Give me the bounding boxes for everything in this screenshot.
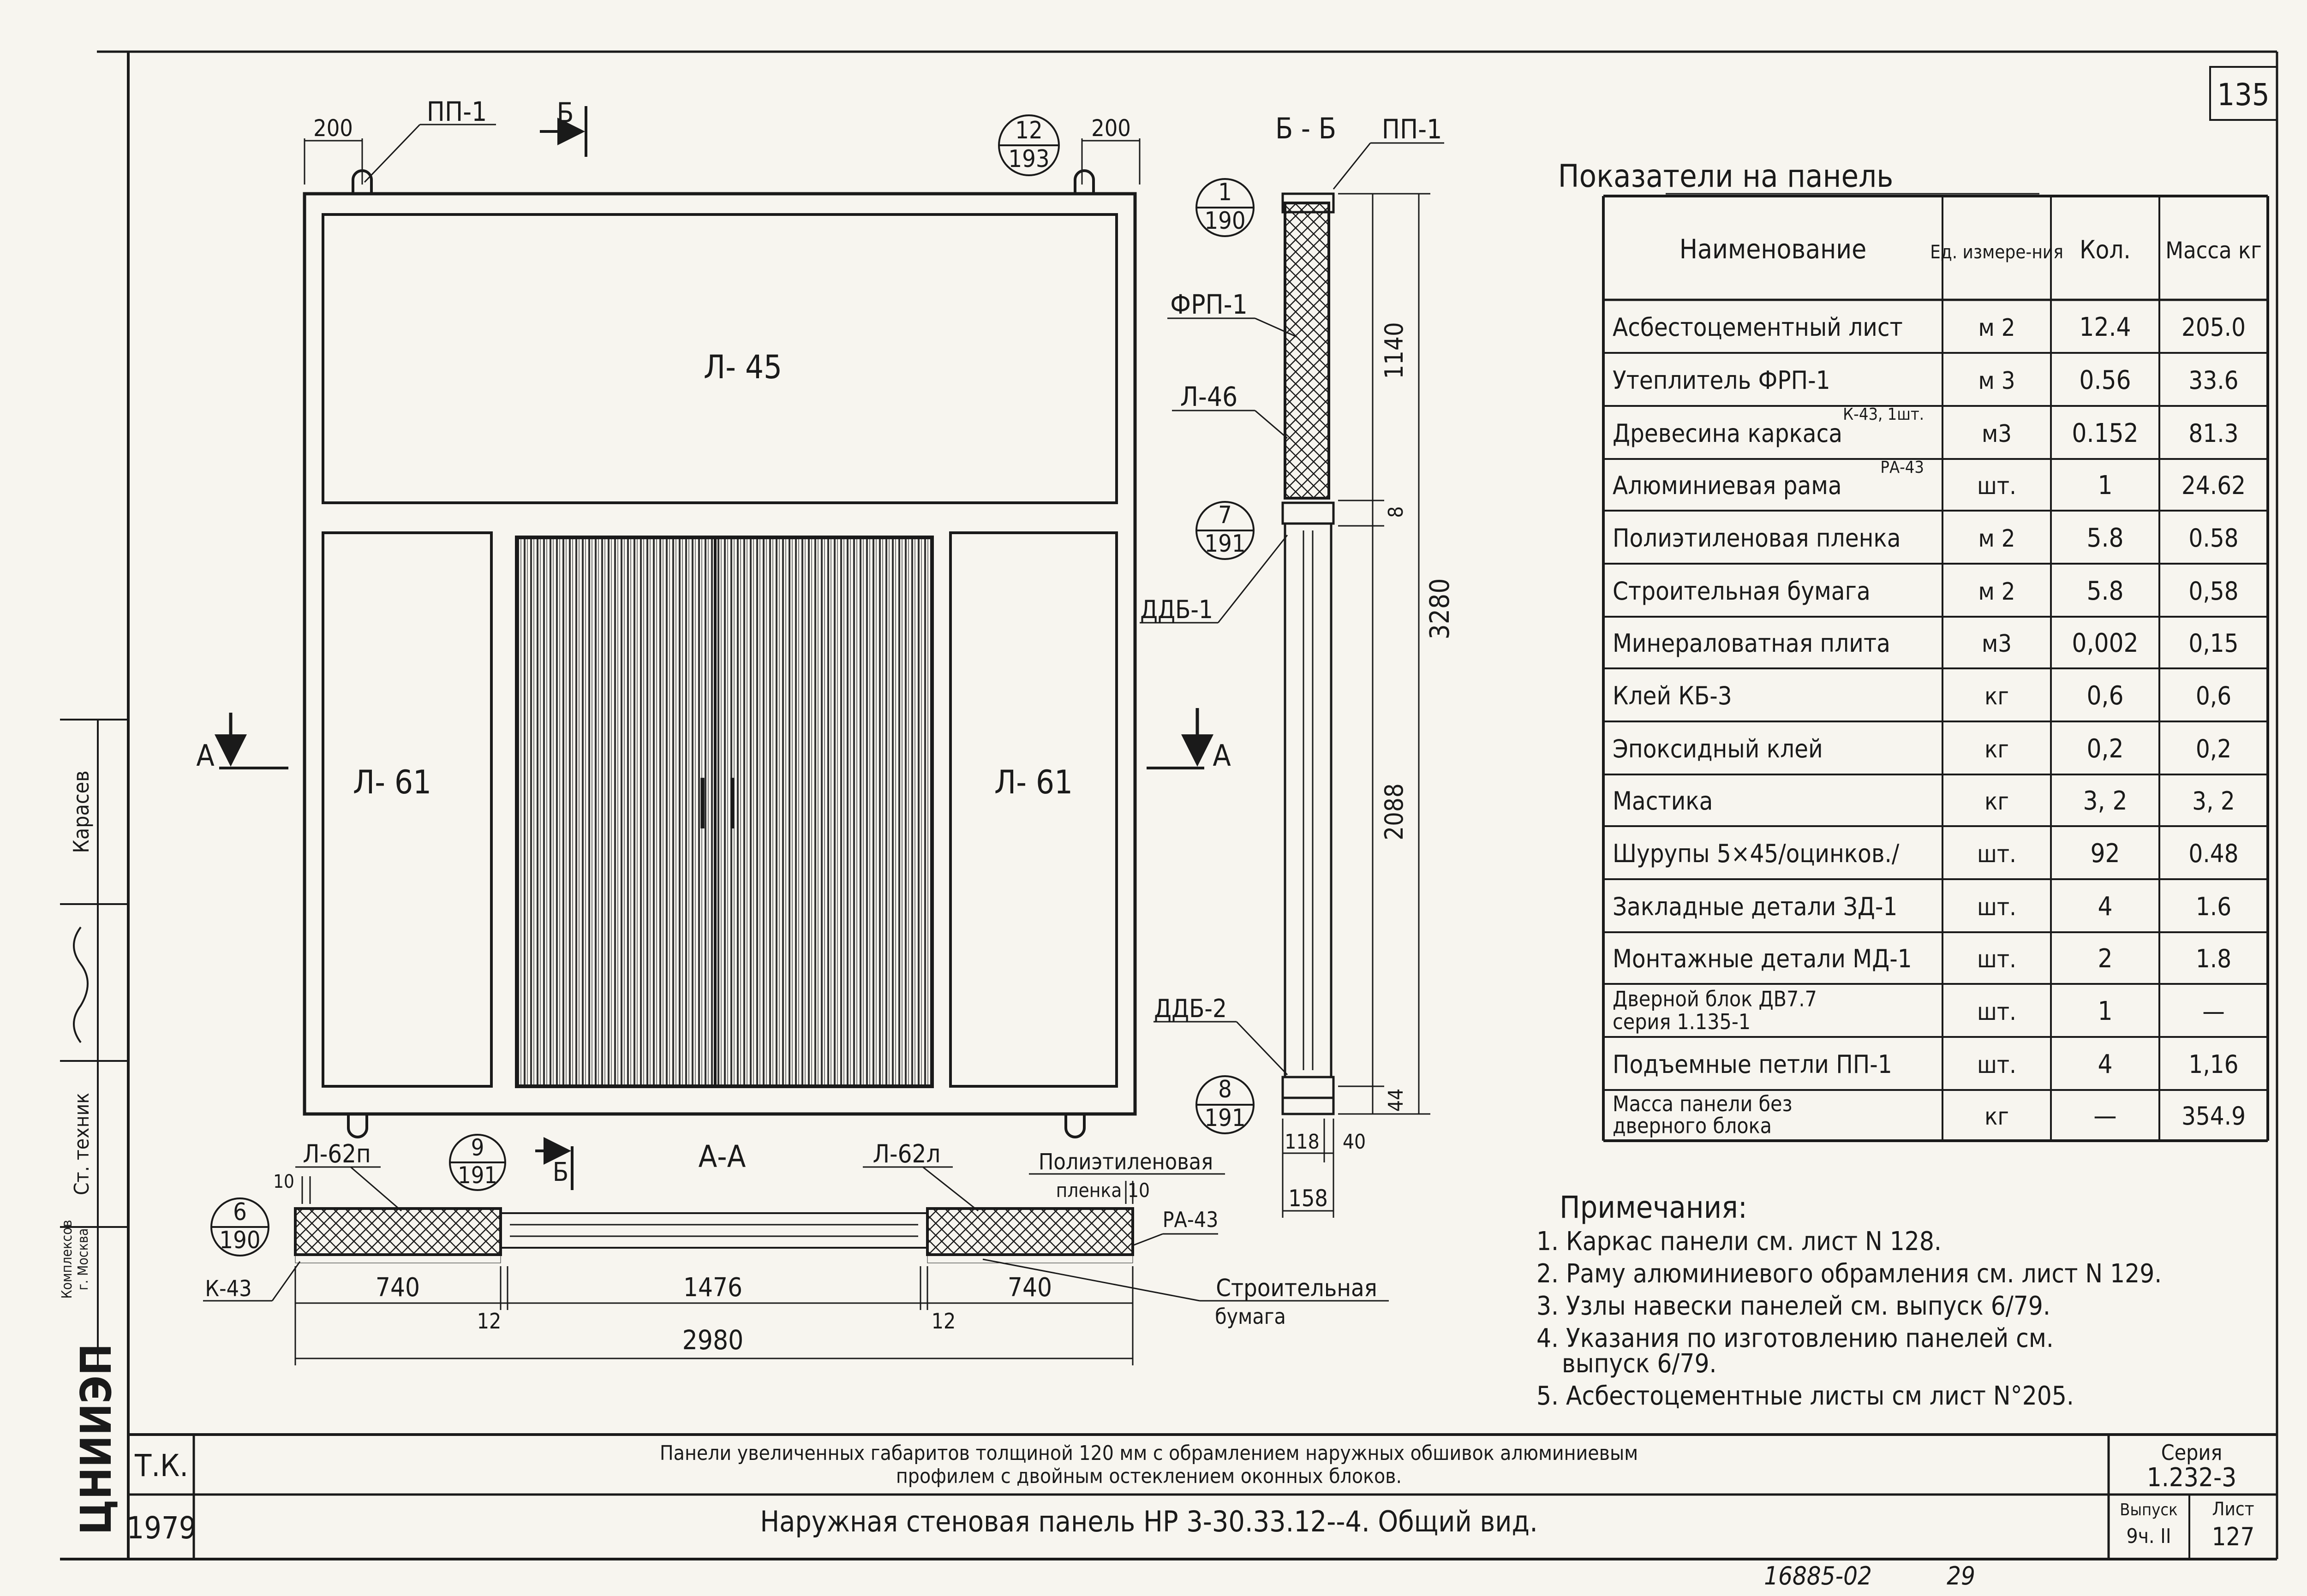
stamp-issue: 9ч. II — [2126, 1525, 2171, 1548]
row-qty: — — [2093, 1101, 2117, 1131]
row-name: Алюминиевая рама — [1613, 471, 1842, 500]
svg-text:3280: 3280 — [1424, 578, 1455, 640]
svg-text:Л-46: Л-46 — [1180, 381, 1238, 412]
row-mass: 205.0 — [2181, 313, 2246, 342]
svg-text:191: 191 — [458, 1162, 497, 1189]
row-name: дверного блока — [1613, 1113, 1772, 1138]
svg-text:44: 44 — [1384, 1088, 1408, 1112]
row-unit: шт. — [1977, 1051, 2016, 1079]
svg-text:5. Асбестоцементные листы см л: 5. Асбестоцементные листы см лист N°205. — [1536, 1381, 2074, 1411]
svg-text:740: 740 — [1007, 1273, 1052, 1303]
svg-text:1140: 1140 — [1380, 322, 1409, 379]
table-header: Ед. измере-ния — [1930, 242, 2063, 263]
row-qty: 1 — [2098, 470, 2113, 501]
row-unit: м3 — [1981, 420, 2012, 448]
svg-text:4. Указания по изготовлению па: 4. Указания по изготовлению панелей см. — [1536, 1323, 2054, 1353]
row-mass: — — [2202, 997, 2225, 1026]
svg-text:Б: Б — [552, 1157, 569, 1187]
stamp-year: 1979 — [126, 1510, 197, 1546]
sheet-number-box — [2210, 67, 2277, 120]
section-aa-title: А-А — [698, 1139, 746, 1174]
svg-text:г. Москва: г. Москва — [75, 1228, 91, 1291]
svg-text:Выпуск: Выпуск — [2120, 1501, 2178, 1519]
svg-text:190: 190 — [219, 1227, 261, 1254]
row-mass: 0.58 — [2188, 524, 2239, 553]
row-qty: 0.152 — [2072, 418, 2139, 449]
svg-text:РА-43: РА-43 — [1162, 1207, 1219, 1232]
row-unit: м 2 — [1978, 578, 2015, 606]
svg-text:9: 9 — [471, 1134, 484, 1161]
row-mass: 1.6 — [2195, 892, 2232, 922]
notes-title: Примечания: — [1560, 1190, 1747, 1225]
row-name: Эпоксидный клей — [1613, 734, 1823, 764]
section-aa — [203, 1134, 1389, 1365]
svg-text:10: 10 — [273, 1171, 294, 1192]
side-stamp — [59, 720, 128, 1535]
top-annotations — [305, 96, 1140, 185]
label-l45: Л- 45 — [703, 348, 783, 386]
row-mass: 24.62 — [2181, 471, 2246, 500]
lifting-loop-icon — [348, 1114, 367, 1137]
door-mark: | | — [694, 769, 741, 828]
svg-text:бумага: бумага — [1215, 1304, 1286, 1329]
table-title: Показатели на панель — [1558, 158, 1894, 195]
svg-text:А: А — [1213, 739, 1231, 773]
svg-text:158: 158 — [1288, 1185, 1328, 1212]
sheet-number: 135 — [2217, 77, 2270, 113]
row-unit: кг — [1984, 736, 2009, 764]
footer-num: 29 — [1947, 1561, 1975, 1590]
row-qty: 5.8 — [2086, 523, 2124, 554]
row-mass: 354.9 — [2181, 1101, 2246, 1131]
row-note: РА-43 — [1880, 458, 1924, 477]
svg-text:ФРП-1: ФРП-1 — [1170, 289, 1248, 320]
row-unit: м 2 — [1978, 525, 2015, 553]
svg-text:3. Узлы навески панелей см. вы: 3. Узлы навески панелей см. выпуск 6/79. — [1536, 1291, 2050, 1321]
svg-text:40: 40 — [1342, 1130, 1366, 1154]
row-name: Полиэтиленовая пленка — [1613, 524, 1901, 553]
row-unit: м 2 — [1978, 314, 2015, 342]
row-mass: 81.3 — [2188, 419, 2239, 448]
stamp-title-line2: профилем с двойным остеклением оконных блоков. — [896, 1465, 1402, 1488]
svg-text:200: 200 — [313, 115, 353, 142]
svg-text:200: 200 — [1091, 115, 1131, 142]
row-unit: шт. — [1977, 998, 2016, 1026]
table-header: Кол. — [2080, 235, 2131, 264]
lifting-loop-icon — [1075, 171, 1094, 194]
label-l61-left: Л- 61 — [353, 763, 432, 801]
row-qty: 92 — [2090, 839, 2120, 869]
row-qty: 4 — [2098, 892, 2113, 922]
row-qty: 0.56 — [2079, 365, 2131, 396]
row-unit: шт. — [1977, 946, 2016, 974]
stamp-title-line1: Панели увеличенных габаритов толщиной 120 мм с обрамлением наружных обшивок алюминиевым — [659, 1441, 1638, 1465]
row-qty: 0,002 — [2072, 628, 2139, 659]
svg-text:191: 191 — [1204, 1104, 1246, 1132]
row-name: Дверной блок ДВ7.7 — [1613, 986, 1817, 1012]
svg-text:12: 12 — [477, 1309, 502, 1334]
row-mass: 0.48 — [2188, 839, 2239, 869]
row-name: Минераловатная плита — [1613, 629, 1890, 658]
row-qty: 4 — [2098, 1049, 2113, 1080]
row-name: Монтажные детали МД-1 — [1613, 944, 1912, 974]
svg-text:10: 10 — [1127, 1179, 1150, 1202]
row-mass: 3, 2 — [2192, 786, 2235, 816]
row-name: Клей КБ-3 — [1613, 681, 1732, 711]
svg-text:118: 118 — [1285, 1130, 1320, 1154]
row-unit: кг — [1984, 1102, 2009, 1131]
footer-code: 16885-02 — [1764, 1561, 1872, 1590]
row-mass: 33.6 — [2188, 366, 2239, 395]
section-bb — [1140, 112, 1455, 1218]
row-name: Закладные детали ЗД-1 — [1613, 892, 1898, 922]
svg-text:1476: 1476 — [683, 1273, 743, 1303]
svg-text:8: 8 — [1384, 506, 1408, 518]
svg-text:Лист: Лист — [2212, 1499, 2254, 1520]
svg-text:1. Каркас панели см. лист N 12: 1. Каркас панели см. лист N 128. — [1536, 1227, 1942, 1257]
row-mass: 0,2 — [2195, 734, 2232, 764]
svg-text:А: А — [196, 739, 215, 773]
svg-text:ПП-1: ПП-1 — [1381, 113, 1442, 145]
svg-text:2088: 2088 — [1380, 783, 1409, 840]
stamp-org: Т.К. — [134, 1448, 189, 1483]
svg-text:740: 740 — [375, 1273, 420, 1303]
table-header: Масса кг — [2165, 237, 2262, 264]
row-name: Асбестоцементный лист — [1613, 313, 1903, 342]
row-qty: 2 — [2098, 944, 2113, 974]
stamp-sheet: 127 — [2211, 1522, 2255, 1551]
svg-text:Б: Б — [556, 97, 574, 129]
row-qty: 5.8 — [2086, 576, 2124, 607]
row-qty: 12.4 — [2079, 312, 2131, 343]
row-unit: кг — [1984, 683, 2009, 711]
row-unit: кг — [1984, 788, 2009, 816]
title-block — [126, 1435, 2277, 1559]
row-qty: 0,6 — [2086, 681, 2124, 711]
svg-text:7: 7 — [1218, 501, 1232, 529]
svg-text:К-43: К-43 — [205, 1276, 252, 1302]
svg-text:пленка: пленка — [1056, 1179, 1122, 1202]
svg-text:191: 191 — [1204, 530, 1246, 558]
row-mass: 1.8 — [2195, 944, 2232, 974]
svg-text:12: 12 — [1015, 117, 1043, 144]
svg-text:Серия: Серия — [2161, 1440, 2223, 1465]
svg-text:1: 1 — [1218, 179, 1232, 206]
row-unit: м 3 — [1978, 367, 2015, 395]
row-mass: 1,16 — [2188, 1050, 2239, 1079]
row-qty: 0,2 — [2086, 734, 2124, 764]
spec-table — [1558, 158, 2268, 1141]
svg-text:6: 6 — [233, 1198, 247, 1226]
svg-text:выпуск 6/79.: выпуск 6/79. — [1562, 1349, 1717, 1379]
svg-text:Строительная: Строительная — [1216, 1274, 1377, 1302]
row-name: Древесина каркаса — [1613, 419, 1843, 448]
signature-mark — [74, 927, 88, 1042]
row-unit: шт. — [1977, 840, 2016, 869]
label-l61-right: Л- 61 — [994, 763, 1073, 801]
svg-text:2. Раму алюминиевого обрамлени: 2. Раму алюминиевого обрамления см. лист N 129. — [1536, 1259, 2162, 1289]
svg-text:Комплексов: Комплексов — [59, 1220, 75, 1299]
notes — [1536, 1190, 2162, 1411]
row-name: Подъемные петли ПП-1 — [1613, 1050, 1892, 1079]
row-name: Строительная бумага — [1613, 577, 1871, 606]
row-qty: 3, 2 — [2083, 786, 2128, 816]
svg-text:2980: 2980 — [682, 1324, 744, 1356]
lifting-loop-icon — [1066, 1114, 1084, 1137]
row-unit: шт. — [1977, 893, 2016, 922]
svg-text:ДДБ-1: ДДБ-1 — [1140, 595, 1213, 624]
row-mass: 0,15 — [2188, 629, 2239, 658]
logo: ЦНИИЭП — [72, 1343, 121, 1535]
row-qty: 1 — [2098, 996, 2113, 1027]
row-name: Шурупы 5×45/оцинков./ — [1613, 839, 1900, 869]
row-name: Масса панели без — [1613, 1091, 1793, 1117]
row-unit: м3 — [1981, 630, 2012, 658]
row-name: Утеплитель ФРП-1 — [1613, 366, 1830, 395]
svg-text:8: 8 — [1218, 1076, 1232, 1103]
row-note: К-43, 1шт. — [1843, 405, 1924, 424]
svg-text:Л-62п: Л-62п — [303, 1139, 371, 1168]
table-header: Наименование — [1679, 233, 1867, 265]
row-unit: шт. — [1977, 472, 2016, 500]
svg-text:12: 12 — [931, 1309, 956, 1334]
row-name: Мастика — [1613, 786, 1713, 816]
section-bb-title: Б - Б — [1275, 112, 1337, 145]
stamp-title-main: Наружная стеновая панель НР 3-30.33.12--4. Общий вид. — [760, 1505, 1538, 1538]
tag-pp1: ПП-1 — [426, 96, 487, 127]
svg-text:ДДБ-2: ДДБ-2 — [1154, 994, 1227, 1023]
side-stamp-tech: Ст. техник — [70, 1092, 94, 1196]
row-mass: 0,58 — [2188, 577, 2239, 606]
svg-text:193: 193 — [1008, 145, 1050, 173]
svg-text:190: 190 — [1204, 207, 1246, 235]
panel-elevation — [305, 171, 1135, 1137]
row-name: серия 1.135-1 — [1613, 1009, 1751, 1034]
svg-text:Полиэтиленовая: Полиэтиленовая — [1038, 1149, 1213, 1175]
svg-text:Л-62л: Л-62л — [873, 1139, 941, 1168]
stamp-series: 1.232-3 — [2146, 1463, 2237, 1493]
side-stamp-name: Карасев — [69, 770, 94, 853]
row-mass: 0,6 — [2195, 681, 2232, 711]
